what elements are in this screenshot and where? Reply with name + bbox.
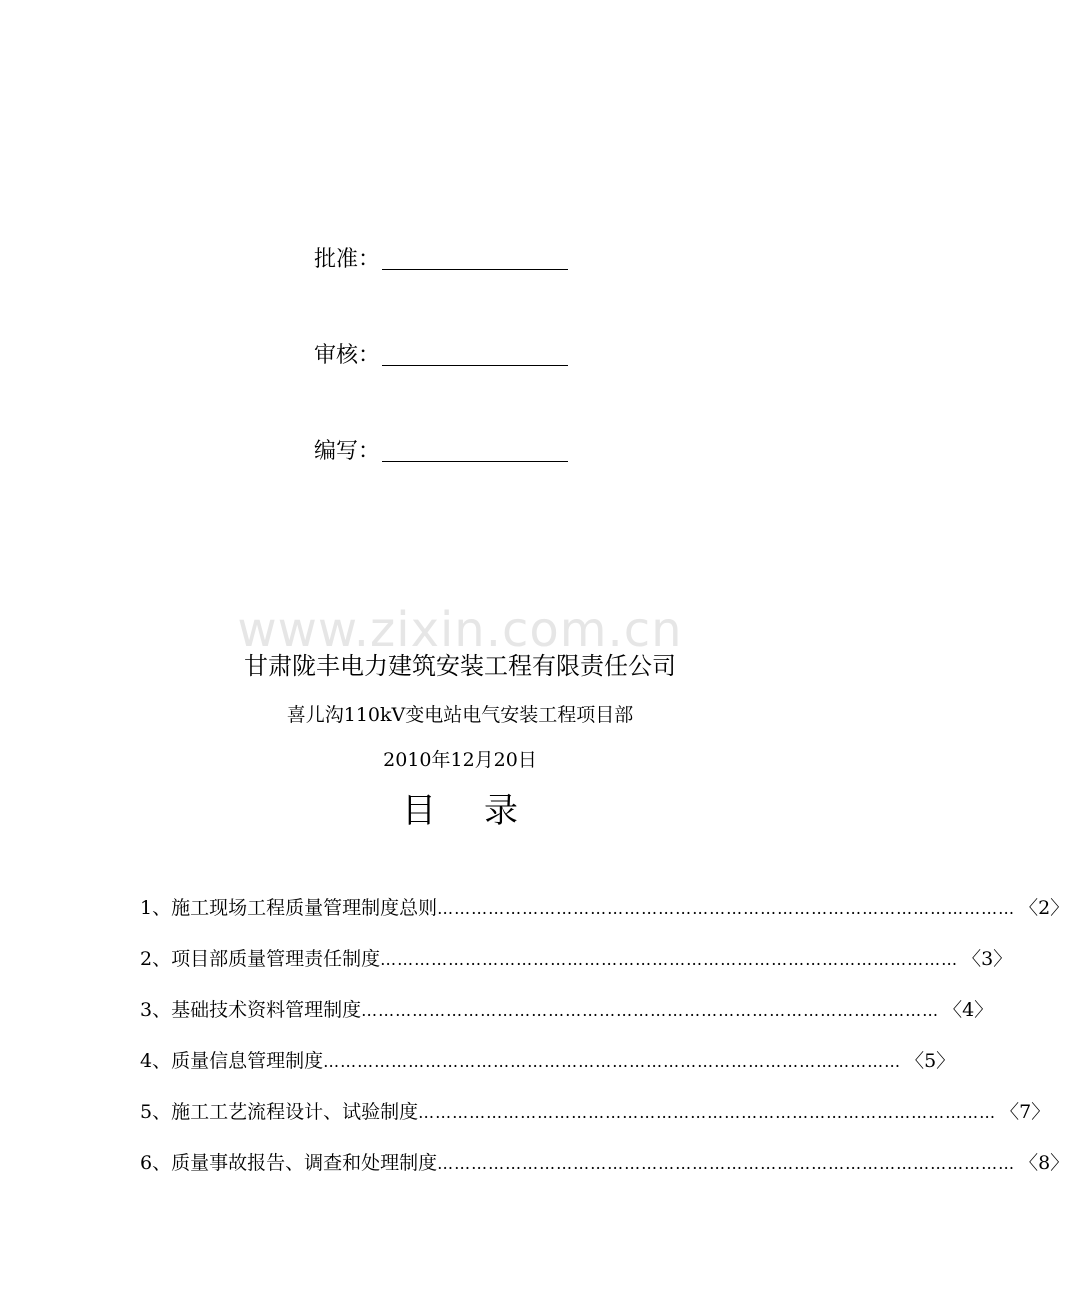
toc-item-5[interactable]	[140, 1094, 1051, 1145]
toc-item-page: 〈3〉	[962, 948, 1013, 970]
toc-item-2[interactable]	[140, 941, 1013, 992]
toc-item-text: 6、质量事故报告、调查和处理制度	[140, 1152, 438, 1174]
signature-approve-row	[314, 238, 584, 274]
toc-leader-dots: …………………………………………………………………………………………	[380, 950, 959, 969]
toc-title	[0, 788, 920, 834]
signature-review-row	[314, 334, 584, 370]
toc-item-6[interactable]	[140, 1145, 1069, 1196]
toc-item-4[interactable]	[140, 1043, 956, 1094]
approve-signature-line	[382, 247, 568, 270]
toc-item-page: 〈7〉	[1000, 1101, 1051, 1123]
author-label: 编写：	[314, 439, 381, 464]
toc-leader-dots: …………………………………………………………………………………………	[323, 1052, 902, 1071]
toc-item-page: 〈5〉	[905, 1050, 956, 1072]
toc-item-text: 1、施工现场工程质量管理制度总则	[140, 897, 438, 919]
toc-item-text: 3、基础技术资料管理制度	[140, 999, 362, 1021]
project-department: 喜儿沟110kV变电站电气安装工程项目部	[286, 704, 634, 726]
toc-title-part2: 录	[484, 791, 518, 831]
approve-label: 批准：	[314, 247, 381, 272]
toc-item-text: 4、质量信息管理制度	[140, 1050, 324, 1072]
toc-leader-dots: …………………………………………………………………………………………	[361, 1001, 940, 1020]
author-signature-line	[382, 439, 568, 462]
signature-author-row	[314, 430, 584, 466]
toc-leader-dots: …………………………………………………………………………………………	[437, 1154, 1016, 1173]
toc-item-page: 〈4〉	[943, 999, 994, 1021]
review-label: 审核：	[314, 343, 381, 368]
toc-title-part1: 目	[402, 791, 436, 831]
toc-item-1[interactable]	[140, 890, 1069, 941]
table-of-contents	[140, 890, 1069, 1196]
toc-leader-dots: …………………………………………………………………………………………	[437, 899, 1016, 918]
toc-item-page: 〈2〉	[1019, 897, 1069, 919]
toc-item-text: 5、施工工艺流程设计、试验制度	[140, 1101, 419, 1123]
toc-item-3[interactable]	[140, 992, 994, 1043]
company-name: 甘肃陇丰电力建筑安装工程有限责任公司	[244, 652, 676, 680]
toc-leader-dots: …………………………………………………………………………………………	[418, 1103, 997, 1122]
toc-item-page: 〈8〉	[1019, 1152, 1069, 1174]
toc-item-text: 2、项目部质量管理责任制度	[140, 948, 381, 970]
review-signature-line	[382, 343, 568, 366]
document-date: 2010年12月20日	[383, 749, 537, 771]
watermark: www.zixin.com.cn	[237, 602, 683, 658]
